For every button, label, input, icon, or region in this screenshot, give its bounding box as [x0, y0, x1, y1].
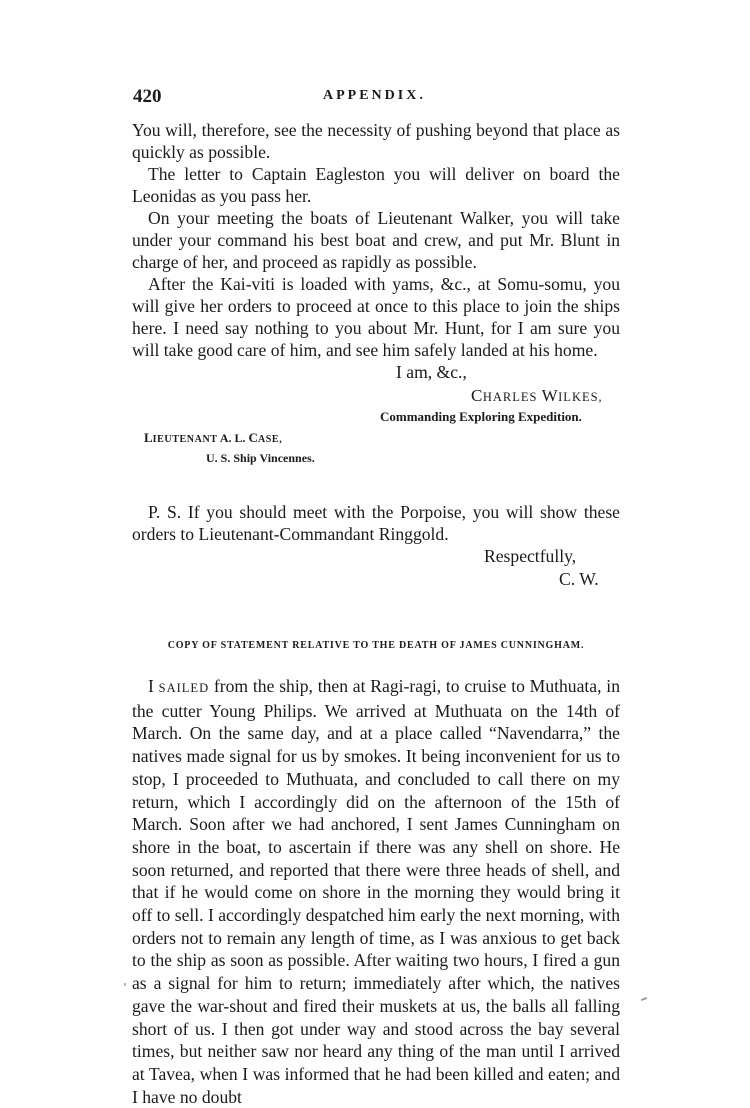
statement-body: from the ship, then at Ragi-ragi, to cruise to Muthuata, in the cutter Young Philips. We arrived at Muthuata on the 14th of March. On the same day, and at a place called “Navendarra,” the natives made signal for us by smokes. It being inconvenient for us to stop, I proceeded to Muthuata, and concluded to call there on my return, which I accordingly did on the afternoon of the 15th of March. Soon after we had anchored, I sent James Cunningham on shore in the boat, to ascertain if there was any shell on shore. He soon returned, and reported that there were three heads of shell, and that if he would come on shore in the morning they would bring it off to sell. I accordingly despatched him early the next morning, with orders not to remain any length of time, as I was anxious to get back to the ship as soon as possible. After waiting two hours, I fired a gun as a signal for him to return; immediately after which, the natives gave the war-shout and fired their muskets at us, the balls all falling short of us. I then got under way and stood across the bay several times, but neither saw nor heard any thing of the man until I arrived at Tavea, when I was informed that he had been killed and eaten; and I have no doubt: [132, 676, 620, 1107]
postscript: P. S. If you should meet with the Porpoise, you will show these orders to Lieutenant-Commandant Ringgold.: [132, 502, 620, 544]
running-head: APPENDIX.: [323, 88, 426, 103]
postscript-signature: C. W.: [559, 569, 599, 589]
letter-paragraph: On your meeting the boats of Lieutenant Walker, you will take under your command his best boat and crew, and put Mr. Blunt in charge of her, and proceed as rapidly as possible.: [132, 208, 620, 272]
signature-title: Commanding Exploring Expedition.: [380, 409, 582, 424]
section-title: COPY OF STATEMENT RELATIVE TO THE DEATH OF JAMES CUNNINGHAM.: [167, 640, 585, 651]
letter-closing: I am, &c.,: [396, 362, 467, 382]
addressee-line-2: U. S. Ship Vincennes.: [206, 451, 315, 465]
postscript-closing: Respectfully,: [484, 546, 577, 566]
letter-paragraph: The letter to Captain Eagleston you will deliver on board the Leonidas as you pass her.: [132, 164, 620, 206]
statement-paragraph: [132, 675, 620, 1108]
addressee-line-1: LIEUTENANT A. L. CASE,: [144, 430, 283, 445]
page-speck: [641, 997, 647, 1001]
letter-paragraph: After the Kai-viti is loaded with yams, &c., at Somu-somu, you will give her orders to proceed at once to this place to join the ships here. I need say nothing to you about Mr. Hunt, for I am sure you will take good care of him, and see him safely landed at his home.: [132, 274, 620, 360]
addressee-block: [144, 429, 620, 467]
page-header: [133, 86, 633, 110]
statement-opening: I SAILED: [148, 676, 210, 696]
page-body: [132, 119, 620, 1108]
signature-name: CHARLES WILKES,: [471, 386, 603, 405]
letter-paragraph: You will, therefore, see the necessity of pushing beyond that place as quickly as possible.: [132, 120, 620, 162]
page-speck: [124, 983, 126, 986]
page-number: 420: [133, 86, 162, 107]
